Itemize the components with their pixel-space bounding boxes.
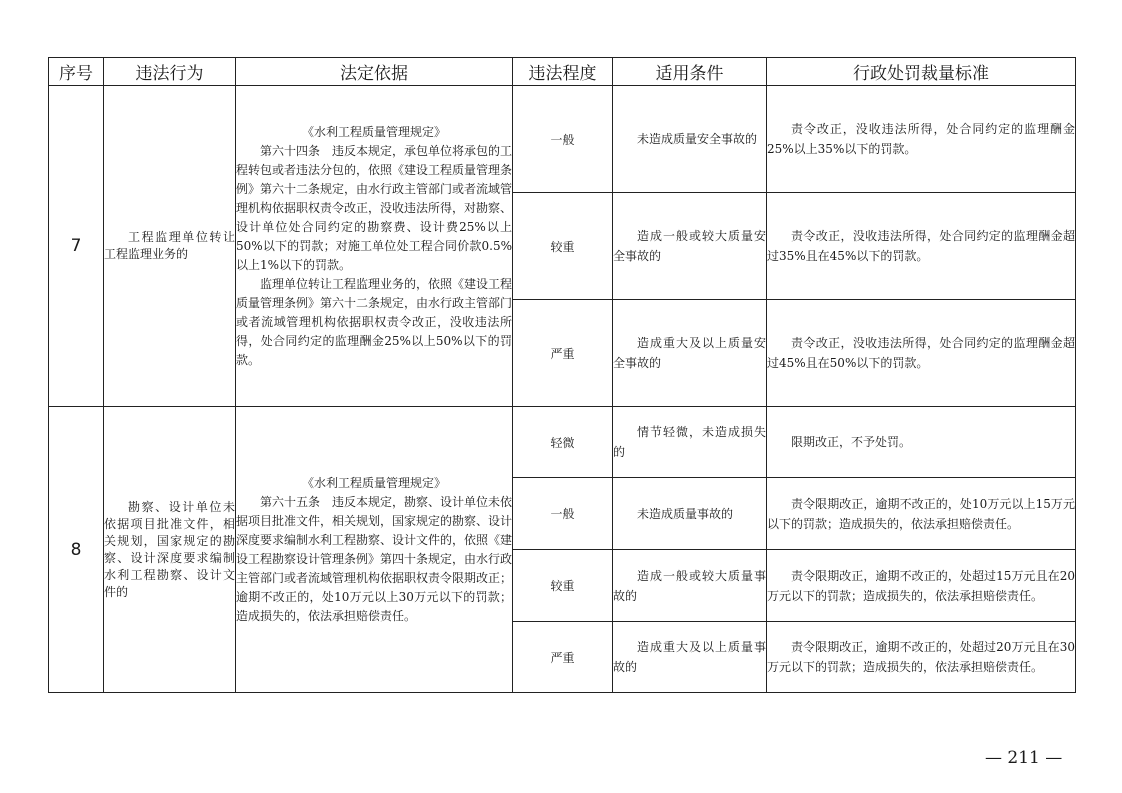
standard-text: 限期改正，不予处罚。 bbox=[791, 435, 912, 449]
violation-cell bbox=[104, 407, 236, 693]
degree-cell: 一般 bbox=[513, 86, 613, 193]
condition-cell bbox=[613, 86, 767, 193]
standard-text: 责令改正，没收违法所得，处合同约定的监理酬金超过35%且在45%以下的罚款。 bbox=[767, 229, 1075, 263]
standard-cell bbox=[767, 300, 1076, 407]
standard-cell bbox=[767, 193, 1076, 300]
condition-cell bbox=[613, 622, 767, 693]
legal-basis-cell bbox=[236, 407, 513, 693]
degree-cell: 严重 bbox=[513, 300, 613, 407]
condition-cell bbox=[613, 407, 767, 478]
condition-text: 造成重大及以上质量安全事故的 bbox=[613, 336, 766, 370]
table-header-row bbox=[49, 58, 1076, 86]
row-number: 8 bbox=[49, 407, 104, 693]
penalty-standard-table bbox=[48, 57, 1076, 693]
table-row bbox=[49, 86, 1076, 193]
degree-cell: 轻微 bbox=[513, 407, 613, 478]
header-violation: 违法行为 bbox=[104, 58, 236, 86]
violation-cell bbox=[104, 86, 236, 407]
violation-text: 勘察、设计单位未依据项目批准文件，相关规划，国家规定的勘察、设计深度要求编制水利工程勘察、设计文件的 bbox=[104, 499, 235, 599]
standard-text: 责令改正，没收违法所得，处合同约定的监理酬金25%以上35%以下的罚款。 bbox=[767, 122, 1075, 156]
basis-paragraph: 第六十五条 违反本规定，勘察、设计单位未依据项目批准文件，相关规划，国家规定的勘察、设计深度要求编制水利工程勘察、设计文件的，依照《建设工程勘察设计管理条例》第四十条规定，由水行政主管部门或者流域管理机构依据职权责令限期改正；逾期不改正的，处10万元以上30万元以下的罚款；造成损失的，依法承担赔偿责任。 bbox=[236, 494, 513, 623]
header-legal-basis: 法定依据 bbox=[236, 58, 513, 86]
header-serial-number: 序号 bbox=[49, 58, 104, 86]
condition-cell bbox=[613, 550, 767, 622]
condition-text: 造成一般或较大质量安全事故的 bbox=[613, 229, 766, 263]
condition-cell bbox=[613, 478, 767, 550]
basis-paragraph: 监理单位转让工程监理业务的，依照《建设工程质量管理条例》第六十二条规定，由水行政主管部门或者流域管理机构依据职权责令改正，没收违法所得，处合同约定的监理酬金25%以上50%以下的罚款。 bbox=[236, 276, 513, 367]
standard-cell bbox=[767, 86, 1076, 193]
degree-cell: 较重 bbox=[513, 193, 613, 300]
condition-cell bbox=[613, 300, 767, 407]
standard-text: 责令改正，没收违法所得，处合同约定的监理酬金超过45%且在50%以下的罚款。 bbox=[767, 336, 1075, 370]
regulation-title: 《水利工程质量管理规定》 bbox=[301, 124, 446, 139]
violation-text: 工程监理单位转让工程监理业务的 bbox=[104, 230, 235, 261]
table-row bbox=[49, 407, 1076, 478]
condition-cell bbox=[613, 193, 767, 300]
standard-cell bbox=[767, 622, 1076, 693]
standard-cell bbox=[767, 478, 1076, 550]
row-number: 7 bbox=[49, 86, 104, 407]
header-penalty-standard: 行政处罚裁量标准 bbox=[767, 58, 1076, 86]
header-applicable-conditions: 适用条件 bbox=[613, 58, 767, 86]
standard-text: 责令限期改正，逾期不改正的，处10万元以上15万元以下的罚款；造成损失的，依法承担赔偿责任。 bbox=[767, 496, 1075, 531]
standard-cell bbox=[767, 550, 1076, 622]
standard-cell bbox=[767, 407, 1076, 478]
legal-basis-cell bbox=[236, 86, 513, 407]
condition-text: 造成一般或较大质量事故的 bbox=[613, 568, 766, 603]
regulation-title: 《水利工程质量管理规定》 bbox=[301, 475, 446, 490]
standard-text: 责令限期改正，逾期不改正的，处超过15万元且在20万元以下的罚款；造成损失的，依法承担赔偿责任。 bbox=[767, 568, 1075, 603]
condition-text: 情节轻微，未造成损失的 bbox=[613, 425, 766, 459]
basis-paragraph: 第六十四条 违反本规定，承包单位将承包的工程转包或者违法分包的，依照《建设工程质量管理条例》第六十二条规定，由水行政主管部门或者流域管理机构依据职权责令改正，没收违法所得，对勘察、设计单位处合同约定的勘察费、设计费25%以上50%以下的罚款；对施工单位处工程合同价款0.5%以上1%以下的罚款。 bbox=[236, 143, 513, 272]
condition-text: 未造成质量安全事故的 bbox=[637, 132, 758, 146]
standard-text: 责令限期改正，逾期不改正的，处超过20万元且在30万元以下的罚款；造成损失的，依法承担赔偿责任。 bbox=[767, 640, 1075, 674]
degree-cell: 一般 bbox=[513, 478, 613, 550]
condition-text: 造成重大及以上质量事故的 bbox=[613, 640, 766, 674]
condition-text: 未造成质量事故的 bbox=[637, 506, 734, 521]
degree-cell: 严重 bbox=[513, 622, 613, 693]
header-violation-degree: 违法程度 bbox=[513, 58, 613, 86]
page-number: — 211 — bbox=[985, 748, 1063, 768]
degree-cell: 较重 bbox=[513, 550, 613, 622]
